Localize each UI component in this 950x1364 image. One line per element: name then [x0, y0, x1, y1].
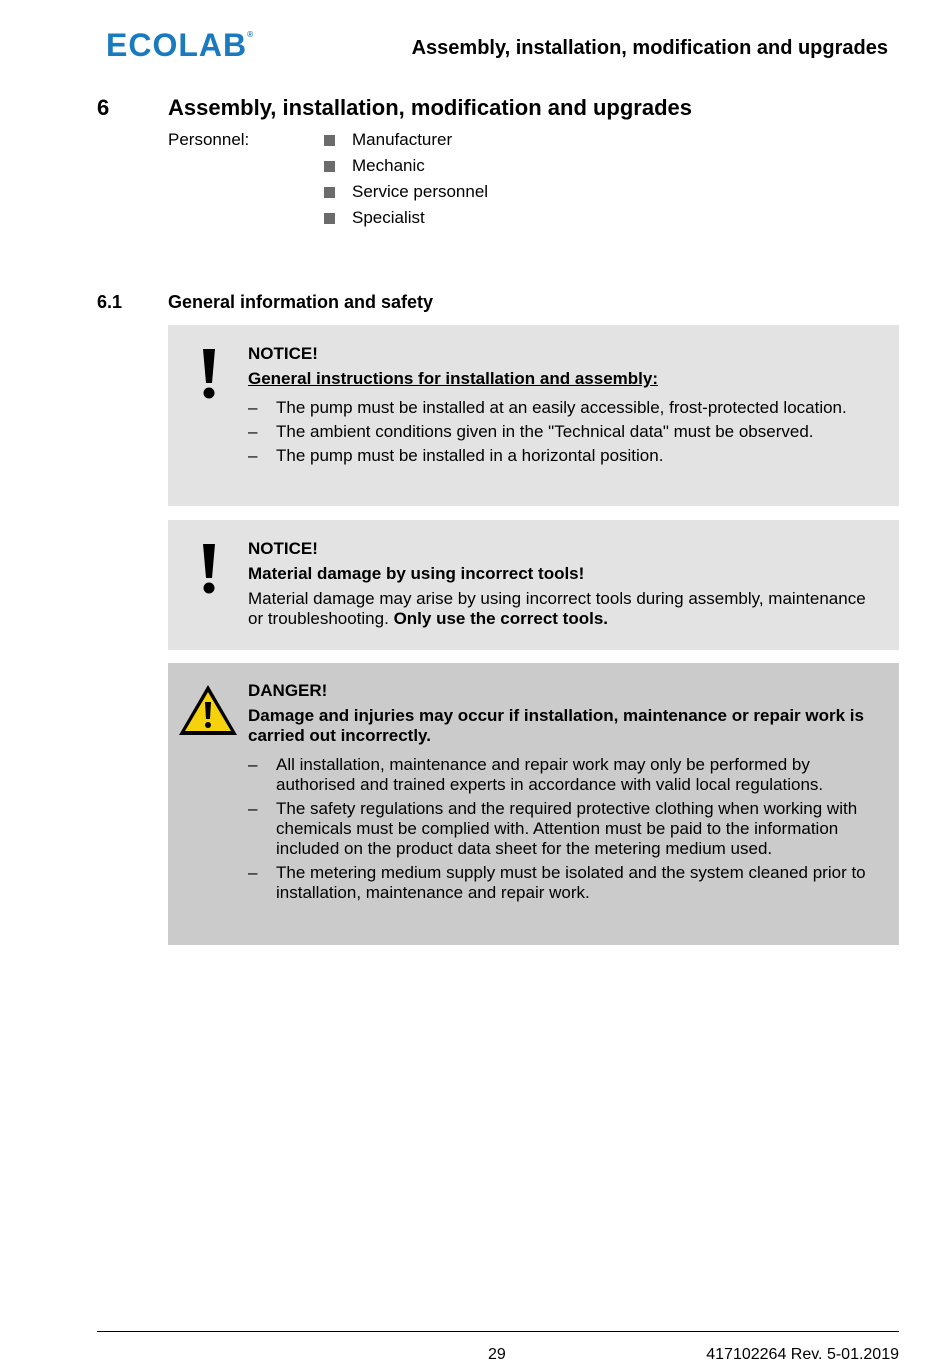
list-item-text: The pump must be installed at an easily accessible, frost-protected location. [276, 398, 847, 417]
notice-signal-word: NOTICE! [248, 539, 318, 558]
personnel-item-label: Manufacturer [352, 130, 453, 149]
square-bullet-icon [324, 135, 335, 146]
personnel-item-label: Specialist [352, 208, 425, 227]
square-bullet-icon [324, 213, 335, 224]
list-item [248, 422, 879, 442]
personnel-item [324, 182, 488, 208]
list-item-text: The ambient conditions given in the "Technical data" must be observed. [276, 422, 814, 441]
square-bullet-icon [324, 161, 335, 172]
dash-bullet: – [248, 863, 258, 882]
list-item-text: The metering medium supply must be isolated and the system cleaned prior to installation, maintenance and repair work. [276, 863, 866, 902]
list-item-text: The pump must be installed in a horizontal position. [276, 446, 664, 465]
section-number: 6 [97, 95, 110, 120]
list-item [248, 799, 879, 859]
list-item [248, 398, 879, 418]
document-revision: 417102264 Rev. 5-01.2019 [706, 1346, 899, 1363]
notice-box-tools [168, 520, 899, 650]
notice-subtitle: Material damage by using incorrect tools! [248, 564, 585, 583]
dash-bullet: – [248, 446, 258, 465]
logo-text: ECOLAB [106, 27, 248, 63]
personnel-list [324, 130, 488, 234]
danger-box [168, 663, 899, 945]
danger-instruction-list [248, 755, 879, 903]
personnel-item [324, 208, 488, 234]
notice-box-installation [168, 325, 899, 506]
notice-body-text: Material damage may arise by using incorrect tools during assembly, maintenance or troubleshooting. [248, 589, 866, 628]
dash-bullet: – [248, 398, 258, 417]
subsection-number: 6.1 [97, 292, 123, 312]
notice-instruction-list [248, 398, 879, 466]
square-bullet-icon [324, 187, 335, 198]
running-header-title: Assembly, installation, modification and upgrades [411, 37, 888, 59]
ecolab-logo [106, 29, 254, 61]
logo-registered-mark: ® [247, 30, 255, 39]
dash-bullet: – [248, 755, 258, 774]
section-title: Assembly, installation, modification and upgrades [168, 95, 693, 120]
personnel-label: Personnel: [168, 130, 250, 149]
danger-signal-word: DANGER! [248, 681, 328, 700]
notice-body [248, 589, 879, 629]
warning-triangle-icon [177, 683, 239, 742]
personnel-item [324, 156, 488, 182]
personnel-item-label: Service personnel [352, 182, 489, 201]
danger-subtitle: Damage and injuries may occur if installation, maintenance or repair work is carried out incorrectly. [248, 706, 864, 745]
page-number: 29 [488, 1346, 506, 1363]
personnel-item-label: Mechanic [352, 156, 425, 175]
notice-body-emphasis: Only use the correct tools. [393, 609, 609, 628]
list-item-text: All installation, maintenance and repair work may only be performed by authorised and trained experts in accordance with valid local regulations. [276, 755, 824, 794]
list-item [248, 446, 879, 466]
list-item [248, 863, 879, 903]
list-item [248, 755, 879, 795]
list-item-text: The safety regulations and the required protective clothing when working with chemicals must be complied with. Attention must be paid to the information included on the product data sheet for the metering medium used. [276, 799, 858, 858]
personnel-item [324, 130, 488, 156]
exclamation-icon [198, 347, 220, 406]
dash-bullet: – [248, 799, 258, 818]
subsection-title: General information and safety [168, 292, 434, 312]
dash-bullet: – [248, 422, 258, 441]
exclamation-icon [198, 542, 220, 601]
notice-signal-word: NOTICE! [248, 344, 318, 363]
footer-divider [97, 1331, 899, 1332]
notice-subtitle: General instructions for installation and assembly: [248, 369, 658, 388]
